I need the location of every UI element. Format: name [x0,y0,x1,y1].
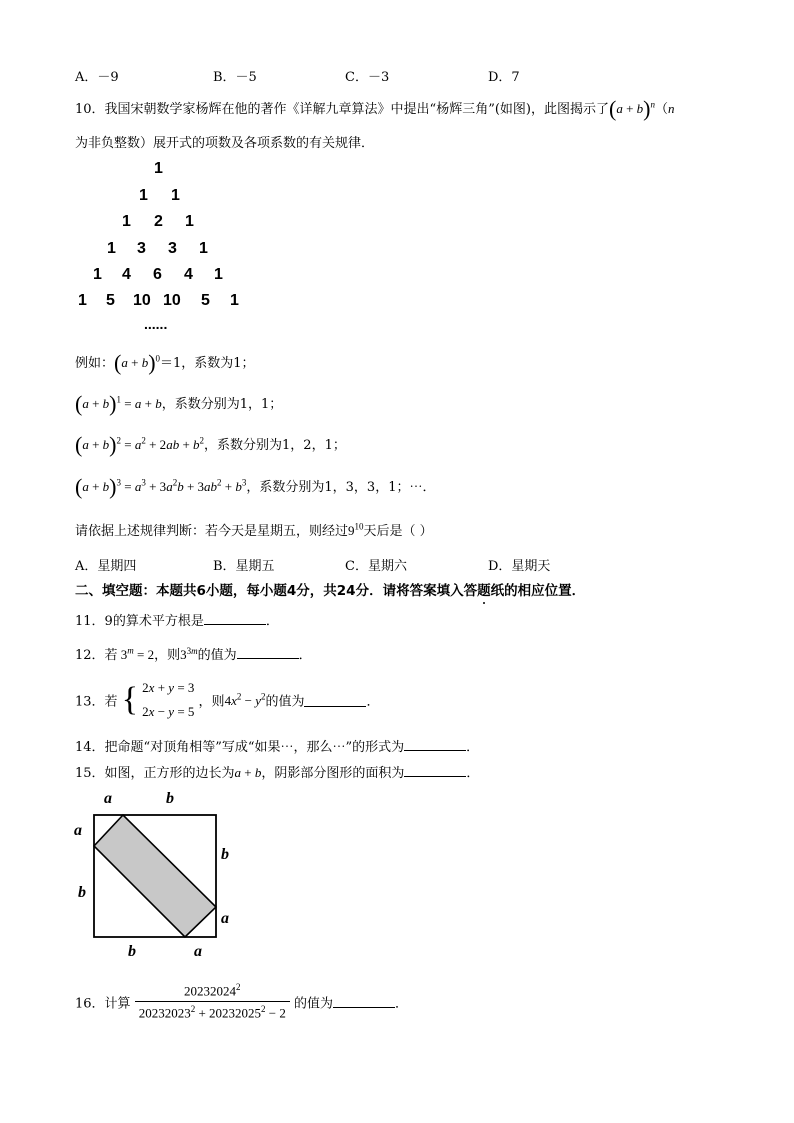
label-b-left: b [78,884,86,901]
q12: 12．若 $3^m = 2$，则$3^{3m}$的值为 ． [75,645,312,663]
label-b-bottom: b [128,943,136,960]
q10-option-c: C．星期六 [345,559,407,574]
triangle-cell: 1 [139,187,148,204]
label-b-top: b [166,790,174,807]
example-0: 例如：$(a + b)^0=1$，系数为1； [75,350,255,375]
example-1: $(a + b)^1 = a + b$，系数分别为1，1； [75,391,283,416]
triangle-cell: 3 [168,240,177,257]
label-a-top: a [104,790,112,807]
section-title: 二、填空题：本题共6小题，每小题4分，共24分．请将答案填入答题纸的相应位置． [75,583,586,599]
triangle-cell: 10 [133,292,151,309]
answer-blank[interactable] [404,764,466,777]
triangle-cell: 1 [93,266,102,283]
fraction: $\frac{20232024^2}{20232023^2 + 20232025^2 - 2}$ [135,982,290,1022]
triangle-cell: 1 [78,292,87,309]
label-a-left: a [74,822,82,839]
answer-blank[interactable] [204,612,266,625]
q13: 13．若 { 2x + y = 3 2x − y = 5 ，则$4x^2 - y^2$的值为 ． [75,680,380,719]
triangle-cell: 1 [107,240,116,257]
q10-line1: 10．我国宋朝数学家杨辉在他的著作《详解九章算法》中提出“杨辉三角”(如图)，此图揭示了$(a + b)^n(n$ [75,96,675,121]
triangle-cell: 1 [214,266,223,283]
label-b-right: b [221,846,229,863]
q9-option-b: B．－5 [213,70,257,85]
q10-option-a: A．星期四 [75,559,137,574]
q14: 14．把命题“对顶角相等”写成“如果⋯，那么⋯”的形式为 ． [75,740,480,755]
q10-option-b: B．星期五 [213,559,275,574]
label-a-right: a [221,910,229,927]
example-3: $(a + b)^3 = a^3 + 3a^2b + 3ab^2 + b^3$，系数分别为1，3，3，1；⋯． [75,474,436,499]
answer-blank[interactable] [333,995,395,1008]
q10-question: 请依据上述规律判断：若今天是星期五，则经过$9^{10}$天后是（ ） [75,521,433,539]
answer-blank[interactable] [237,646,299,659]
triangle-cell: 2 [154,213,163,230]
triangle-cell: 3 [137,240,146,257]
q9-option-a: A．－9 [75,70,119,85]
triangle-cell: 1 [185,213,194,230]
triangle-cell: 4 [122,266,131,283]
answer-blank[interactable] [404,738,466,751]
triangle-cell: 5 [201,292,210,309]
triangle-cell: 4 [184,266,193,283]
triangle-ellipsis: ...... [144,316,168,332]
q16: 16．计算 $\frac{20232024^2}{20232023^2 + 20232025^2 - 2}$ 的值为 ． [75,982,409,1021]
answer-blank[interactable] [304,694,366,707]
q10-option-d: D．星期天 [488,559,551,574]
q9-option-d: D．7 [488,70,520,85]
triangle-cell: 1 [154,160,163,177]
q9-option-c: C．－3 [345,70,390,85]
triangle-cell: 1 [199,240,208,257]
triangle-cell: 5 [106,292,115,309]
dotted-emphasis: 答题纸 [463,583,505,599]
triangle-cell: 1 [171,187,180,204]
example-2: $(a + b)^2 = a^2 + 2ab + b^2$，系数分别为1，2，1； [75,432,346,457]
label-a-bottom: a [194,943,202,960]
q11: 11．9的算术平方根是 ． [75,614,279,629]
q10-line2: 为非负整数）展开式的项数及各项系数的有关规律． [75,136,375,151]
triangle-cell: 1 [122,213,131,230]
triangle-cell: 10 [163,292,181,309]
q15: 15．如图，正方形的边长为a + b，阴影部分图形的面积为 ． [75,765,480,781]
triangle-cell: 1 [230,292,239,309]
triangle-cell: 6 [153,266,162,283]
